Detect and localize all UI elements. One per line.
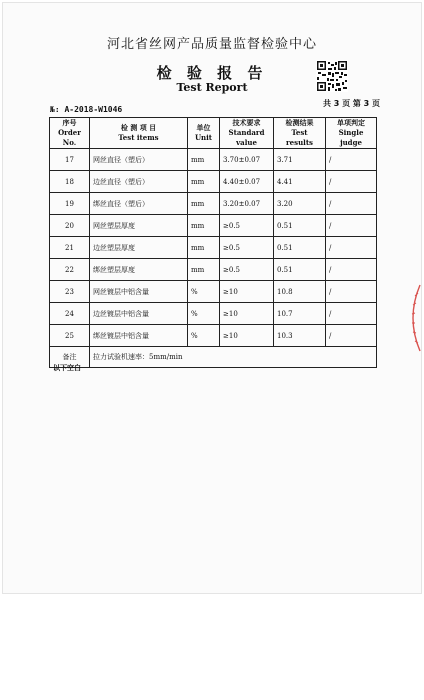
header-test-results: 检测结果 Test results [274,118,326,149]
cell-order-no: 25 [50,325,90,347]
cell-unit: mm [188,149,220,171]
cell-test-result: 3.71 [274,149,326,171]
cell-test-item: 边丝塑层厚度 [90,237,188,259]
qr-code-icon [316,60,348,92]
cell-test-item: 网丝塑层厚度 [90,215,188,237]
header-single-judge: 单项判定 Single judge [326,118,377,149]
cell-single-judge: / [326,303,377,325]
table-row [50,149,377,171]
cell-test-item: 网丝镀层中铝含量 [90,281,188,303]
cell-order-no: 22 [50,259,90,281]
table-row [50,193,377,215]
page-number: 共 3 页 第 3 页 [322,99,380,108]
cell-single-judge: / [326,259,377,281]
report-title-en: Test Report [176,81,248,94]
cell-unit: % [188,325,220,347]
cell-test-item: 绑丝镀层中铝含量 [90,325,188,347]
table-row [50,237,377,259]
cell-order-no: 17 [50,149,90,171]
cell-unit: mm [188,171,220,193]
remark-label: 备注 [50,347,90,368]
cell-test-result: 10.8 [274,281,326,303]
cell-single-judge: / [326,237,377,259]
results-table [49,117,377,368]
cell-test-item: 绑丝直径（塑后） [90,193,188,215]
cell-standard-value: ≥10 [220,325,274,347]
cell-single-judge: / [326,281,377,303]
table-row [50,325,377,347]
remark-row [50,347,377,368]
cell-order-no: 20 [50,215,90,237]
cell-test-item: 绑丝塑层厚度 [90,259,188,281]
cell-unit: mm [188,237,220,259]
cell-order-no: 18 [50,171,90,193]
cell-test-item: 网丝直径（塑后） [90,149,188,171]
cell-standard-value: ≥10 [220,281,274,303]
cell-single-judge: / [326,215,377,237]
cell-test-result: 10.3 [274,325,326,347]
table-row [50,171,377,193]
cell-order-no: 24 [50,303,90,325]
cell-single-judge: / [326,171,377,193]
cell-order-no: 23 [50,281,90,303]
cell-standard-value: 3.20±0.07 [220,193,274,215]
cell-standard-value: ≥0.5 [220,215,274,237]
cell-unit: mm [188,193,220,215]
cell-unit: mm [188,215,220,237]
header-test-items: 检 测 项 目 Test items [90,118,188,149]
table-row [50,303,377,325]
cell-test-result: 0.51 [274,215,326,237]
cell-test-result: 10.7 [274,303,326,325]
cell-test-item: 边丝镀层中铝含量 [90,303,188,325]
institution-name: 河北省丝网产品质量监督检验中心 [106,37,317,52]
cell-test-result: 3.20 [274,193,326,215]
table-row [50,281,377,303]
header-order-no: 序号 Order No. [50,118,90,149]
cell-order-no: 19 [50,193,90,215]
cell-standard-value: 4.40±0.07 [220,171,274,193]
cell-unit: % [188,281,220,303]
cell-test-item: 边丝直径（塑后） [90,171,188,193]
report-title-cn: 检 验 报 告 [156,64,268,82]
cell-order-no: 21 [50,237,90,259]
cell-test-result: 0.51 [274,259,326,281]
header-standard-value: 技术要求 Standard value [220,118,274,149]
cell-single-judge: / [326,193,377,215]
table-row [50,259,377,281]
cell-test-result: 4.41 [274,171,326,193]
table-header-row [50,118,377,149]
header-unit: 单位 Unit [188,118,220,149]
cell-standard-value: ≥0.5 [220,259,274,281]
end-of-content-note: 以下空白 [53,364,81,372]
cell-unit: % [188,303,220,325]
cell-standard-value: 3.70±0.07 [220,149,274,171]
remark-text: 拉力试验机速率：5mm/min [90,347,377,368]
cell-single-judge: / [326,325,377,347]
report-number: №: A-2018-W1046 [50,105,123,114]
cell-standard-value: ≥10 [220,303,274,325]
table-row [50,215,377,237]
cell-unit: mm [188,259,220,281]
cell-test-result: 0.51 [274,237,326,259]
seal-stamp-icon [404,283,422,353]
cell-single-judge: / [326,149,377,171]
cell-standard-value: ≥0.5 [220,237,274,259]
